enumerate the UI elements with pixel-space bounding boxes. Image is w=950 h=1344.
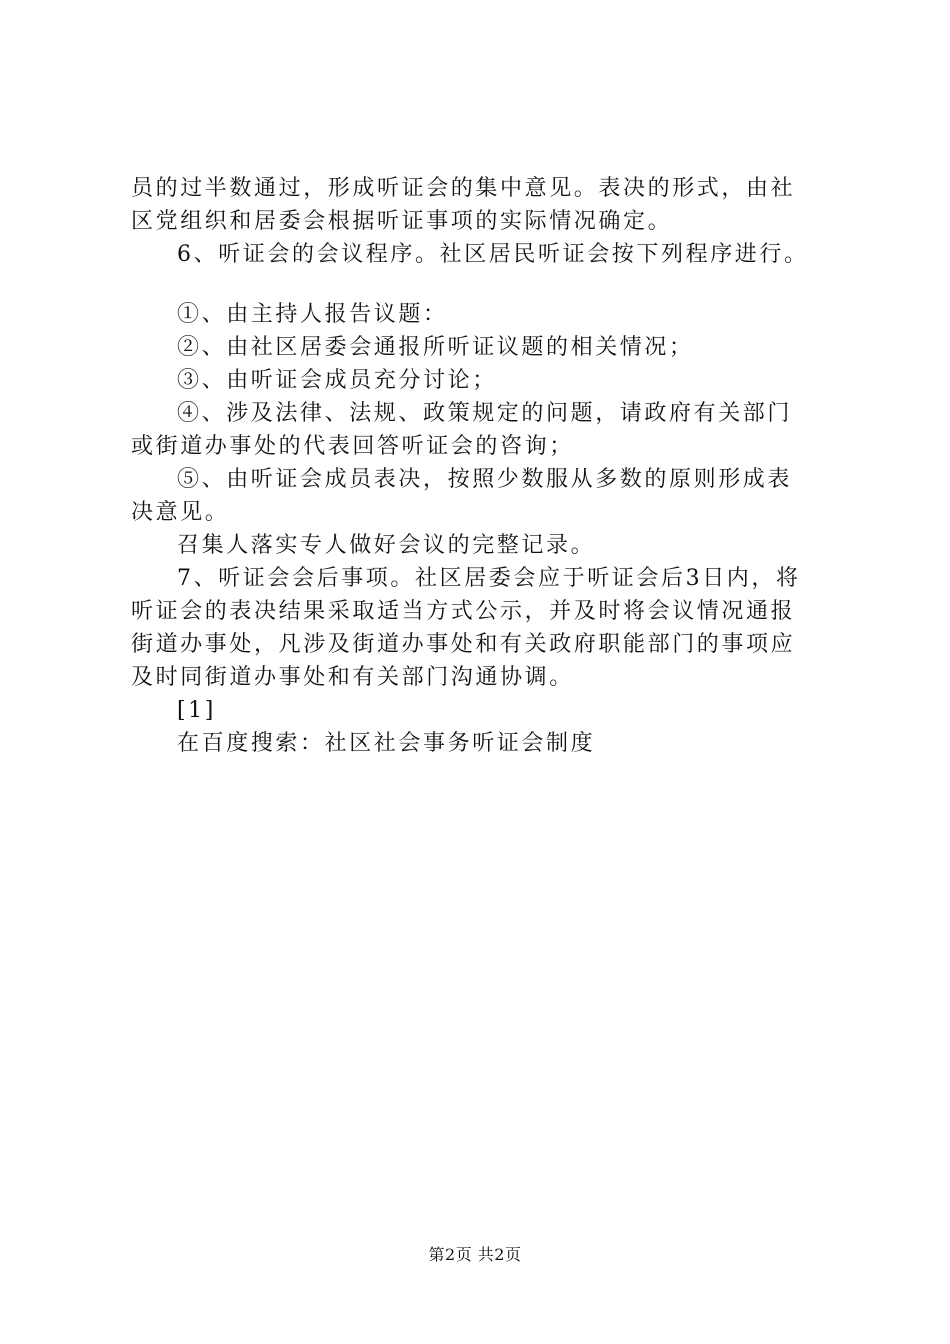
section-heading-6: 6、听证会的会议程序。社区居民听证会按下列程序进行。: [177, 242, 809, 267]
document-body: [131, 172, 831, 760]
list-item-3: ③、由听证会成员充分讨论；: [177, 368, 497, 393]
text-line: 及时同街道办事处和有关部门沟通协调。: [131, 665, 574, 690]
list-item-4: ④、涉及法律、法规、政策规定的问题，请政府有关部门: [177, 401, 793, 426]
text-line: 员的过半数通过，形成听证会的集中意见。表决的形式，由社: [131, 176, 796, 201]
search-hint: 在百度搜索：社区社会事务听证会制度: [177, 731, 596, 756]
page-number-footer: 第2页 共2页: [428, 1245, 522, 1264]
text-line: 区党组织和居委会根据听证事项的实际情况确定。: [131, 209, 673, 234]
list-item-1: ①、由主持人报告议题：: [177, 302, 448, 327]
text-line: 街道办事处，凡涉及街道办事处和有关政府职能部门的事项应: [131, 632, 796, 657]
text-line: 决意见。: [131, 500, 230, 525]
section-heading-7: 7、听证会会后事项。社区居委会应于听证会后3日内，将: [177, 566, 801, 591]
paragraph-line: 召集人落实专人做好会议的完整记录。: [177, 533, 596, 558]
reference-marker: [1]: [177, 698, 216, 723]
text-line: 或街道办事处的代表回答听证会的咨询；: [131, 434, 574, 459]
list-item-2: ②、由社区居委会通报所听证议题的相关情况；: [177, 335, 694, 360]
text-line: 听证会的表决结果采取适当方式公示，并及时将会议情况通报: [131, 599, 796, 624]
paragraph-gap: [131, 271, 831, 298]
list-item-5: ⑤、由听证会成员表决，按照少数服从多数的原则形成表: [177, 467, 793, 492]
